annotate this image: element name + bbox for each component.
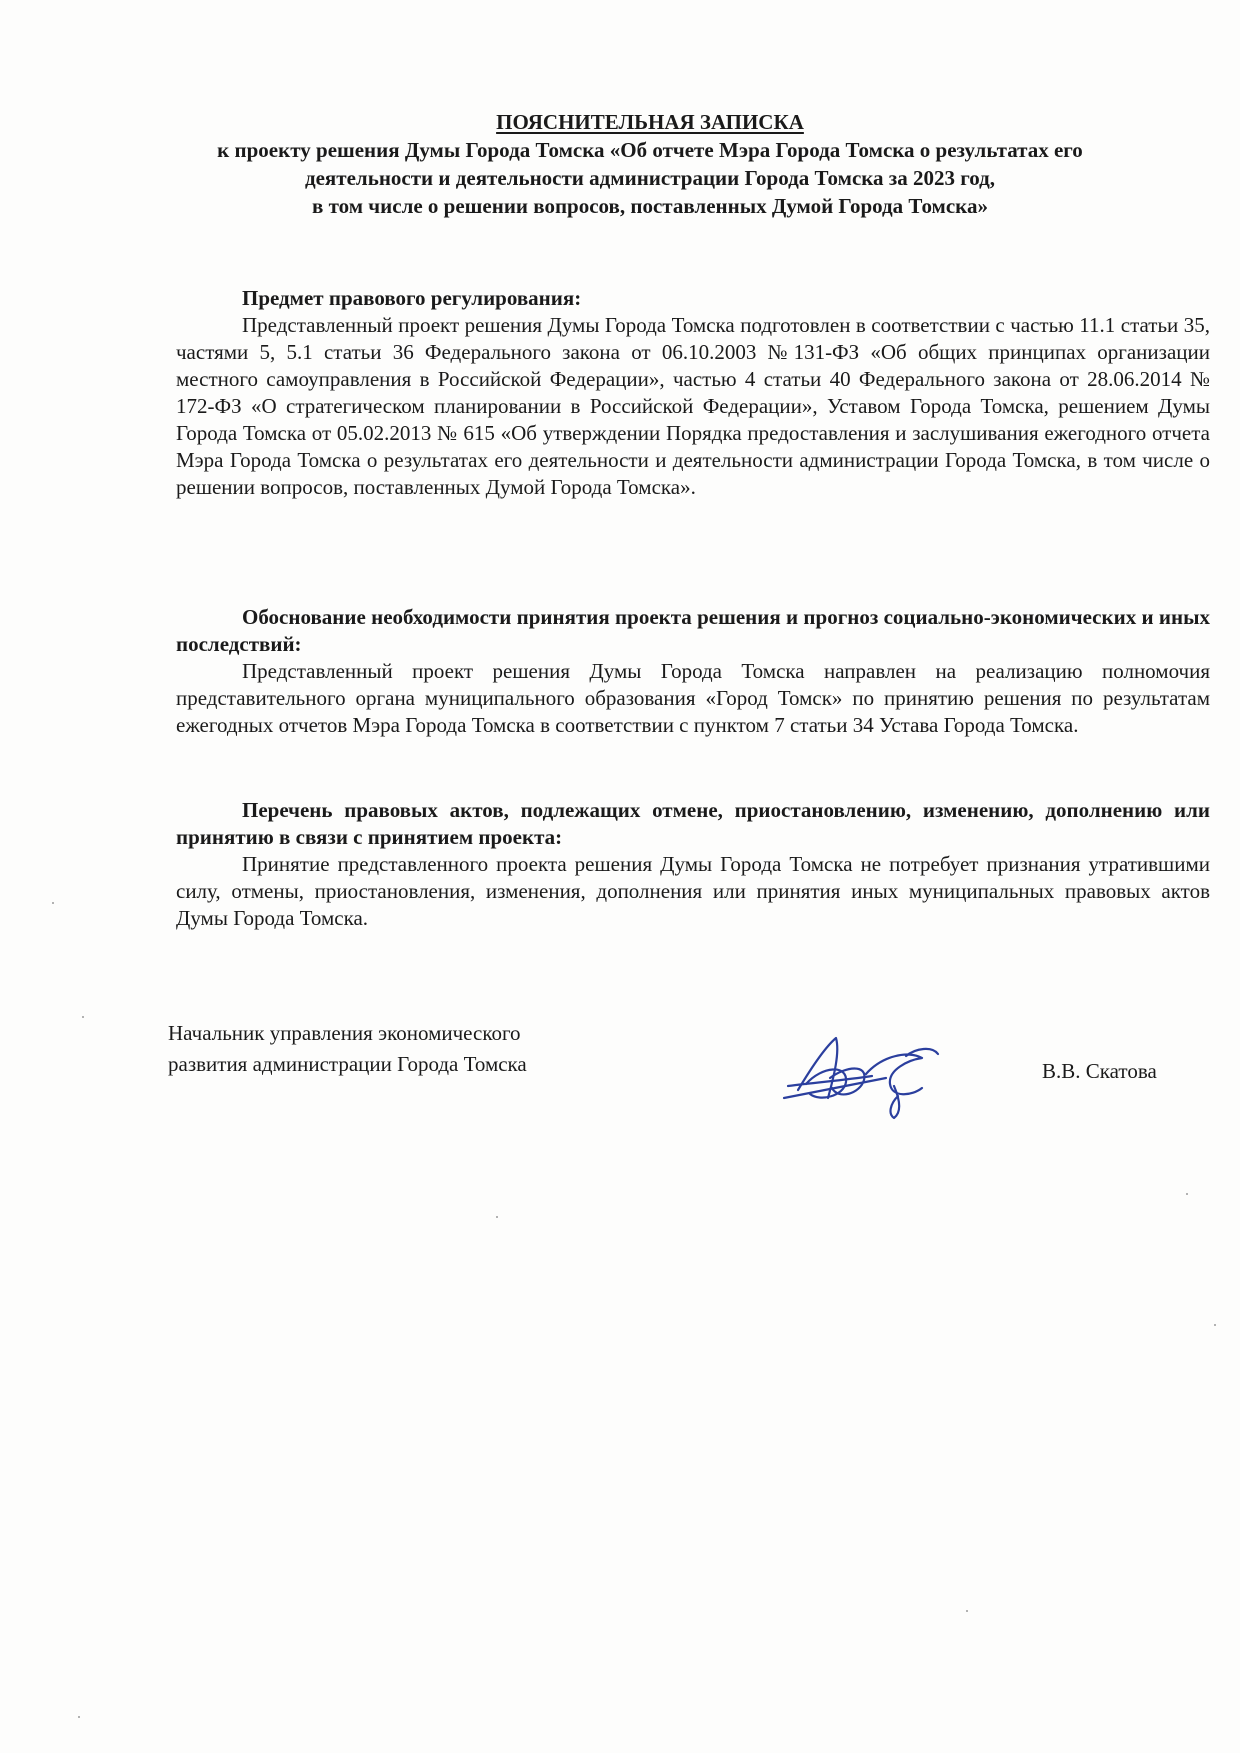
scan-speck (496, 1216, 498, 1218)
scan-speck (82, 1016, 84, 1018)
signatory-position-line-2: развития администрации Города Томска (168, 1052, 527, 1076)
signature-block (168, 1018, 1210, 1138)
section-affected-acts (176, 797, 1210, 932)
section-heading: Предмет правового регулирования: (242, 286, 582, 310)
scan-speck (966, 1610, 968, 1612)
section-heading: Перечень правовых актов, подлежащих отмене, приостановлению, изменению, дополнению или принятию в связи с принятием проекта: (176, 798, 1210, 849)
scan-speck (1186, 1193, 1188, 1195)
handwritten-signature (776, 1026, 946, 1122)
signatory-position-line-1: Начальник управления экономического (168, 1021, 521, 1045)
section-heading: Обоснование необходимости принятия проекта решения и прогноз социально-экономических и иных последствий: (176, 605, 1210, 656)
document-title: ПОЯСНИТЕЛЬНАЯ ЗАПИСКА (496, 110, 804, 134)
section-body: Представленный проект решения Думы Города Томска подготовлен в соответствии с частью 11.1 статьи 35, частями 5, 5.1 статьи 36 Федерального закона от 06.10.2003 №131-ФЗ «Об общих принципах организации местного самоуправления в Российской Федерации», частью 4 статьи 40 Федерального закона от 28.06.2014 № 172-ФЗ «О стратегическом планировании в Российской Федерации», Уставом Города Томска, решением Думы Города Томска от 05.02.2013 № 615 «Об утверждении Порядка предоставления и заслушивания ежегодного отчета Мэра Города Томска о результатах его деятельности и деятельности администрации Города Томска, в том числе о решении вопросов, поставленных Думой Города Томска». (176, 313, 1210, 499)
section-justification (176, 604, 1210, 739)
section-body: Представленный проект решения Думы Города Томска направлен на реализацию полномочия представительного органа муниципального образования «Город Томск» по принятию решения по результатам ежегодных отчетов Мэра Города Томска в соответствии с пунктом 7 статьи 34 Устава Города Томска. (176, 659, 1210, 737)
subtitle-line-2: деятельности и деятельности администрации Города Томска за 2023 год, (304, 166, 996, 190)
section-legal-regulation (176, 285, 1210, 501)
subtitle-line-3: в том числе о решении вопросов, поставленных Думой Города Томска» (312, 194, 988, 218)
signatory-name: В.В. Скатова (1042, 1059, 1157, 1083)
section-body: Принятие представленного проекта решения Думы Города Томска не потребует признания утратившими силу, отмены, приостановления, изменения, дополнения или принятия иных муниципальных правовых актов Думы Города Томска. (176, 852, 1210, 930)
scan-speck (78, 1716, 80, 1718)
scan-speck (52, 902, 54, 904)
subtitle-line-1: к проекту решения Думы Города Томска «Об отчете Мэра Города Томска о результатах его (217, 138, 1083, 162)
signatory-position (168, 1018, 628, 1080)
scan-speck (1214, 1324, 1216, 1326)
document-title-block (150, 108, 1150, 220)
